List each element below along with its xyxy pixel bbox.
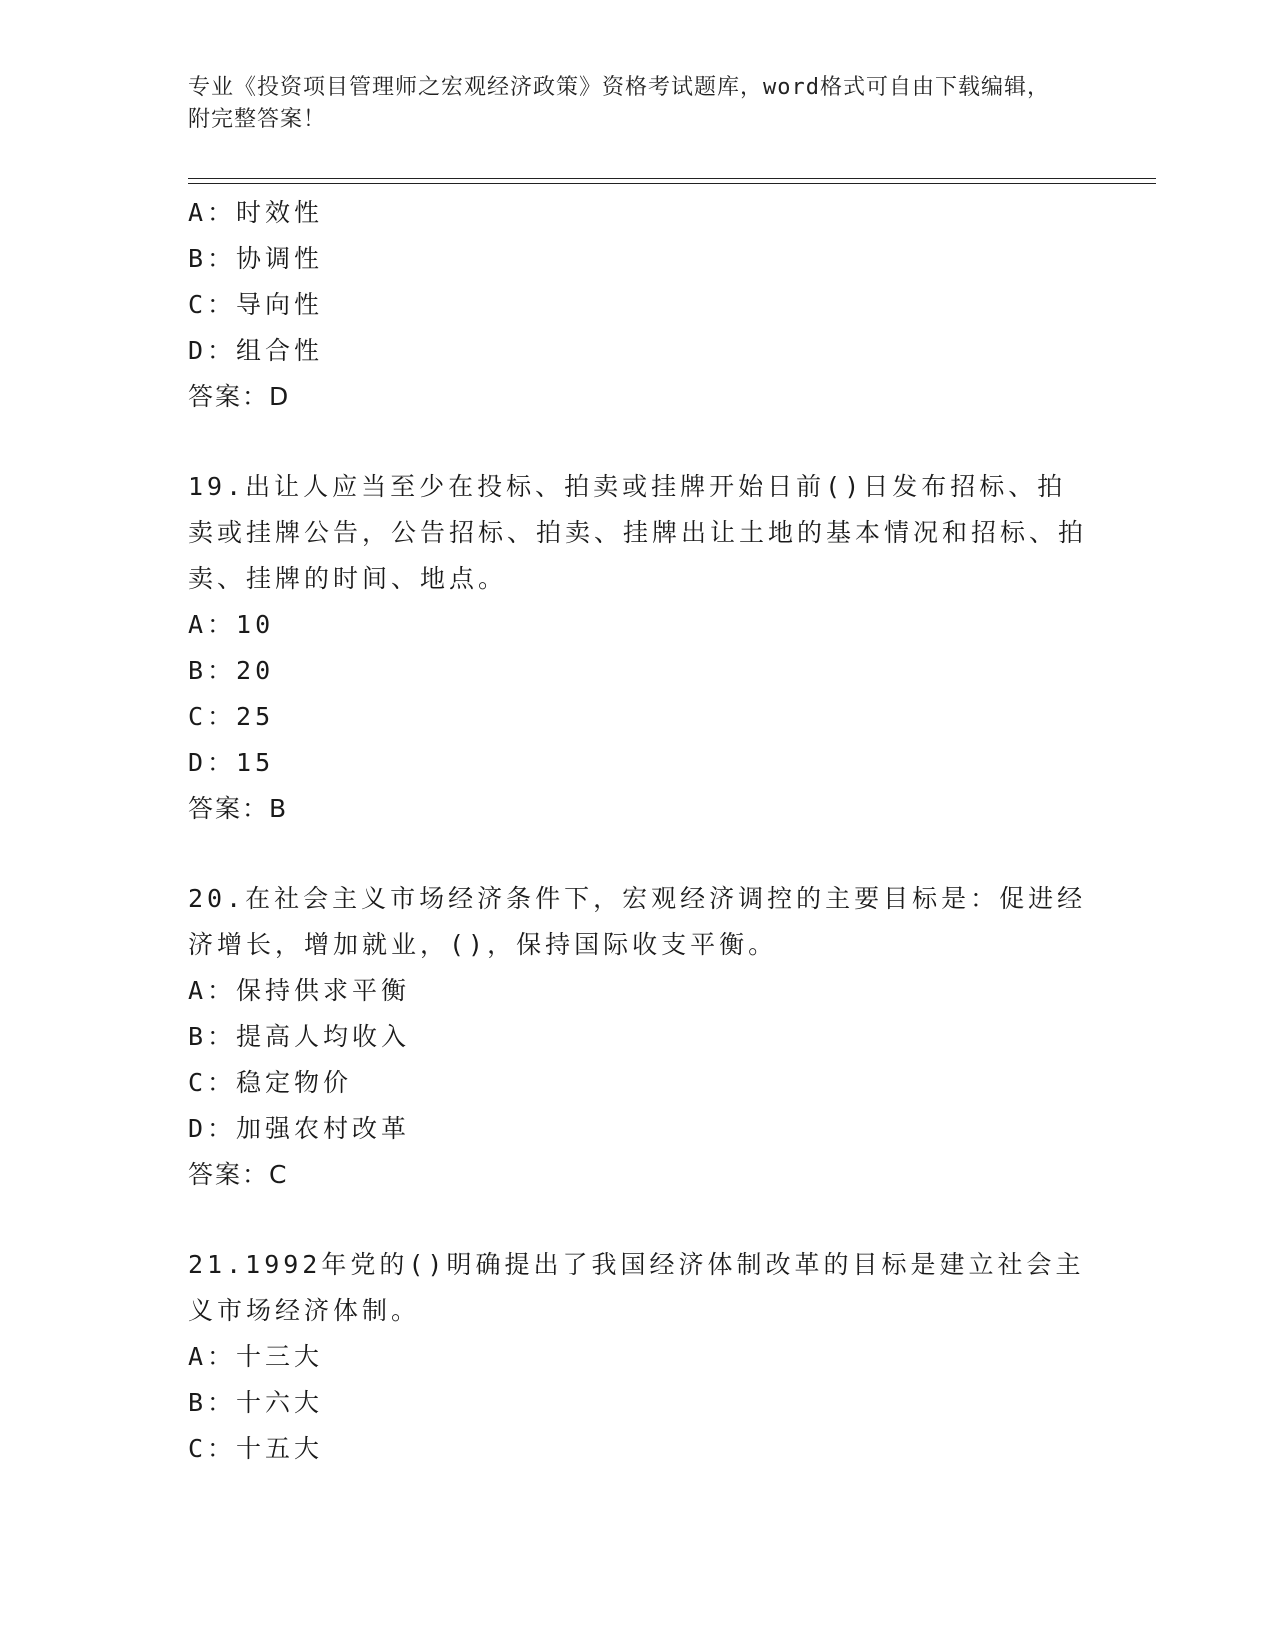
question-19 bbox=[188, 464, 1088, 832]
option-d: D：加强农村改革 bbox=[188, 1114, 411, 1143]
question-text: 19.出让人应当至少在投标、拍卖或挂牌开始日前()日发布招标、拍卖或挂牌公告，公告招标、拍卖、挂牌出让土地的基本情况和招标、拍卖、挂牌的时间、地点。 bbox=[188, 472, 1088, 593]
document-header: 专业《投资项目管理师之宏观经济政策》资格考试题库，word格式可自由下载编辑，附完整答案！ bbox=[188, 75, 1050, 132]
option-c: C：稳定物价 bbox=[188, 1068, 353, 1097]
option-d: D：15 bbox=[188, 748, 275, 777]
option-a: A：10 bbox=[188, 610, 275, 639]
option-a: A：保持供求平衡 bbox=[188, 976, 411, 1005]
header-rule-top bbox=[188, 178, 1156, 179]
spacer bbox=[188, 420, 1088, 464]
header-rule-bottom bbox=[188, 183, 1156, 184]
option-a: A：十三大 bbox=[188, 1342, 324, 1371]
question-20 bbox=[188, 876, 1088, 1198]
option-c: C：25 bbox=[188, 702, 275, 731]
option-b: B：提高人均收入 bbox=[188, 1022, 411, 1051]
question-18 bbox=[188, 190, 1088, 420]
answer-line: 答案：C bbox=[188, 1160, 289, 1189]
option-c: C：导向性 bbox=[188, 290, 324, 319]
option-b: B：十六大 bbox=[188, 1388, 324, 1417]
question-text: 21.1992年党的()明确提出了我国经济体制改革的目标是建立社会主义市场经济体制。 bbox=[188, 1250, 1085, 1325]
question-list bbox=[188, 190, 1088, 1472]
option-d: D：组合性 bbox=[188, 336, 324, 365]
option-c: C：十五大 bbox=[188, 1434, 324, 1463]
question-text: 20.在社会主义市场经济条件下，宏观经济调控的主要目标是：促进经济增长，增加就业，()，保持国际收支平衡。 bbox=[188, 884, 1087, 959]
option-b: B：协调性 bbox=[188, 244, 324, 273]
spacer bbox=[188, 1198, 1088, 1242]
spacer bbox=[188, 832, 1088, 876]
question-21 bbox=[188, 1242, 1088, 1472]
option-b: B：20 bbox=[188, 656, 275, 685]
answer-line: 答案：D bbox=[188, 382, 291, 411]
answer-line: 答案：B bbox=[188, 794, 289, 823]
option-a: A：时效性 bbox=[188, 198, 324, 227]
